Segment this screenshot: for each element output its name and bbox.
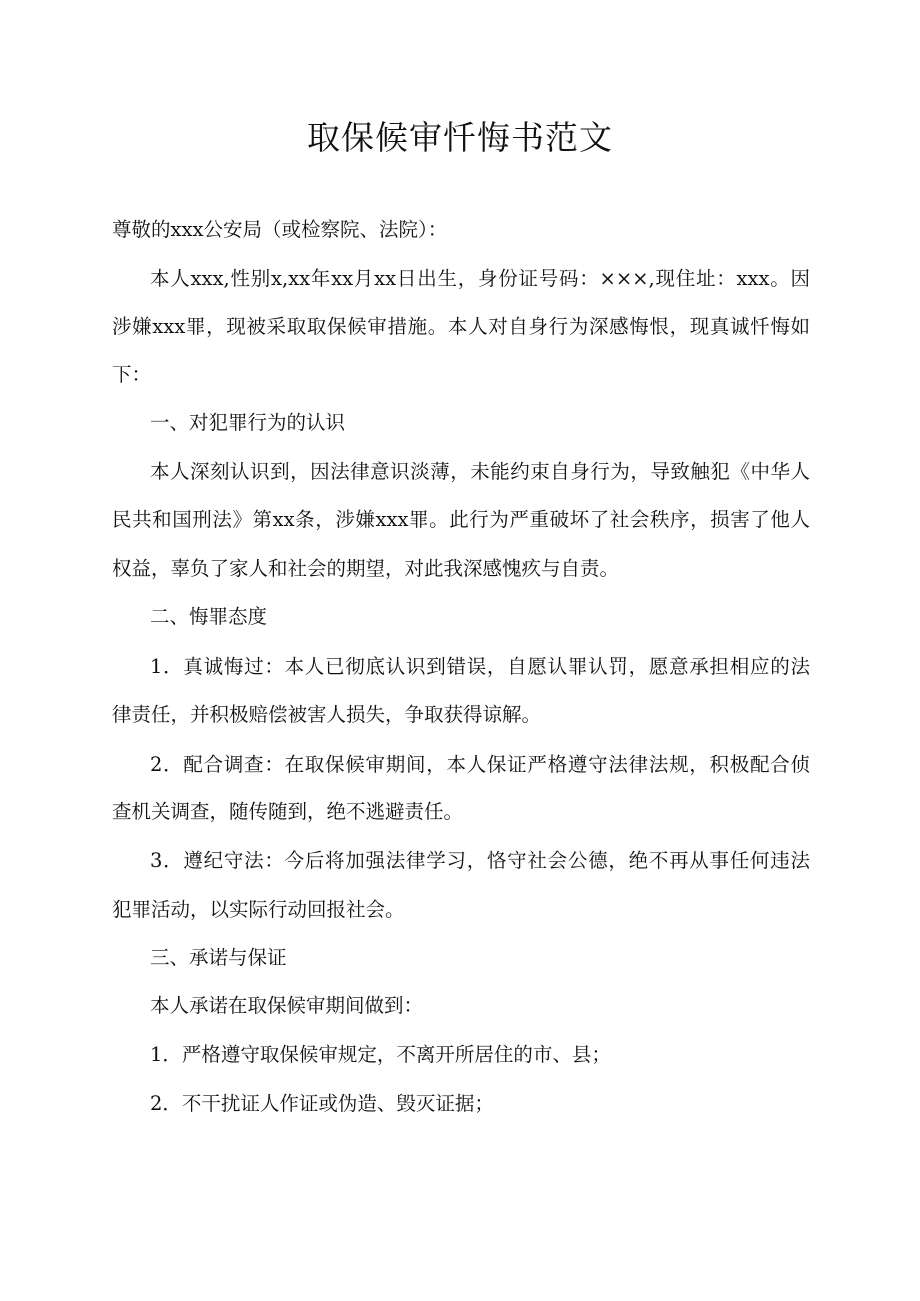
section2-heading: 二、悔罪态度: [150, 605, 268, 628]
section3-item-2: 2．不干扰证人作证或伪造、毁灭证据；: [150, 1092, 494, 1115]
section1-heading: 一、对犯罪行为的认识: [150, 411, 346, 434]
intro-line-1: 本人xxx,性别x,xx年xx月xx日出生，身份证号码：×××,现住址：xxx。因: [150, 267, 810, 290]
salutation: 尊敬的xxx公安局（或检察院、法院）：: [112, 218, 448, 241]
section3-item-1: 1．严格遵守取保候审规定，不离开所居住的市、县；: [150, 1043, 611, 1066]
section3-intro: 本人承诺在取保候审期间做到：: [150, 994, 424, 1017]
section1-line-3: 权益，辜负了家人和社会的期望，对此我深感愧疚与自责。: [112, 557, 620, 580]
section2-item1-line-1: 1．真诚悔过：本人已彻底认识到错误，自愿认罪认罚，愿意承担相应的法: [150, 655, 810, 678]
section2-item1-line-2: 律责任，并积极赔偿被害人损失，争取获得谅解。: [112, 703, 542, 726]
section1-line-2: 民共和国刑法》第xx条，涉嫌xxx罪。此行为严重破坏了社会秩序，损害了他人: [112, 508, 810, 531]
section1-line-1: 本人深刻认识到，因法律意识淡薄，未能约束自身行为，导致触犯《中华人: [150, 460, 810, 483]
intro-line-2: 涉嫌xxx罪，现被采取取保候审措施。本人对自身行为深感悔恨，现真诚忏悔如: [112, 315, 810, 338]
section2-item2-line-2: 查机关调查，随传随到，绝不逃避责任。: [112, 800, 464, 823]
intro-line-3: 下：: [112, 363, 152, 386]
section2-item2-line-1: 2．配合调查：在取保候审期间，本人保证严格遵守法律法规，积极配合侦: [150, 753, 810, 776]
section2-item3-line-1: 3．遵纪守法：今后将加强法律学习，恪守社会公德，绝不再从事任何违法: [150, 849, 810, 872]
section3-heading: 三、承诺与保证: [150, 946, 287, 969]
document-title: 取保候审忏悔书范文: [307, 118, 613, 157]
section2-item3-line-2: 犯罪活动，以实际行动回报社会。: [112, 898, 405, 921]
